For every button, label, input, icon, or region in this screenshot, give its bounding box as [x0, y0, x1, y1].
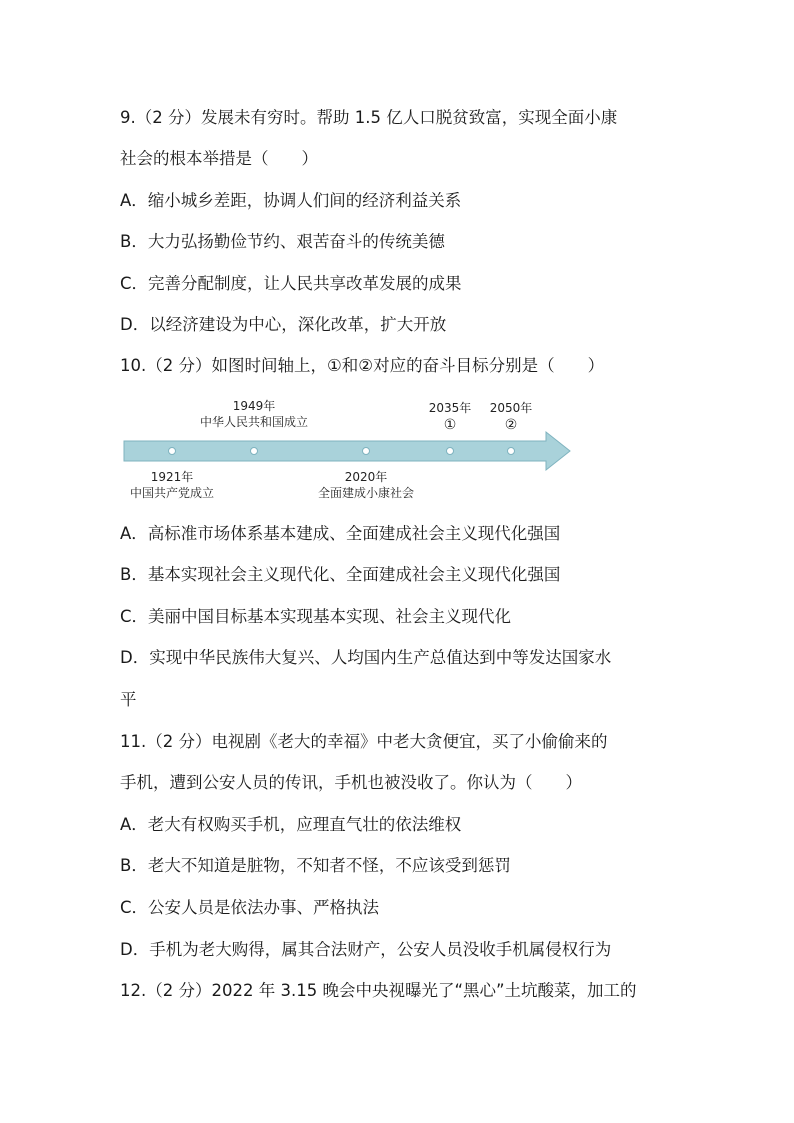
- q11-option-c: C．公安人员是依法办事、严格执法: [120, 898, 380, 917]
- q11-option-d: D．手机为老大购得，属其合法财产，公安人员没收手机属侵权行为: [120, 940, 612, 959]
- q11-stem-line2: 手机，遭到公安人员的传讯，手机也被没收了。你认为（ ）: [120, 773, 582, 792]
- q10-option-d: D．实现中华民族伟大复兴、人均国内生产总值达到中等发达国家水: [120, 648, 612, 667]
- q10-option-c: C．美丽中国目标基本实现基本实现、社会主义现代化: [120, 607, 512, 626]
- q10-option-a: A．高标准市场体系基本建成、全面建成社会主义现代化强国: [120, 524, 561, 543]
- q9-option-c: C．完善分配制度，让人民共享改革发展的成果: [120, 274, 462, 293]
- timeline-dot-2020: [363, 448, 370, 455]
- timeline-label-1921-event: 中国共产党成立: [129, 486, 215, 500]
- q12-stem-line1: 12.（2 分）2022 年 3.15 晚会中央视曝光了“黑心”土坑酸菜，加工的: [120, 981, 637, 1000]
- timeline-label-1921-year: 1921年: [150, 470, 194, 484]
- q9-option-b: B．大力弘扬勤俭节约、艰苦奋斗的传统美德: [120, 232, 445, 251]
- timeline-label-2050-marker: ②: [504, 417, 518, 433]
- q9-option-a: A．缩小城乡差距，协调人们间的经济利益关系: [120, 191, 462, 210]
- timeline-label-2020-year: 2020年: [344, 470, 388, 484]
- timeline-label-2050-year: 2050年: [489, 401, 533, 415]
- timeline-dot-2035: [447, 448, 454, 455]
- q11-option-b: B．老大不知道是脏物，不知者不怪，不应该受到惩罚: [120, 856, 511, 875]
- timeline-label-2020-event: 全面建成小康社会: [317, 486, 415, 500]
- q9-stem-line2: 社会的根本举措是（ ）: [120, 149, 318, 168]
- timeline-label-1949-event: 中华人民共和国成立: [199, 415, 309, 429]
- timeline-figure: [118, 395, 578, 507]
- q11-option-a: A．老大有权购买手机，应理直气壮的依法维权: [120, 815, 462, 834]
- timeline-label-2035-marker: ①: [443, 417, 457, 433]
- q9-option-d: D．以经济建设为中心，深化改革，扩大开放: [120, 315, 447, 334]
- q10-option-d-cont: 平: [120, 690, 137, 709]
- timeline-label-1949-year: 1949年: [232, 399, 276, 413]
- timeline-dot-1921: [169, 448, 176, 455]
- timeline-dot-1949: [251, 448, 258, 455]
- q10-option-b: B．基本实现社会主义现代化、全面建成社会主义现代化强国: [120, 565, 561, 584]
- q10-stem: 10.（2 分）如图时间轴上，①和②对应的奋斗目标分别是（ ）: [120, 356, 605, 375]
- q9-stem-line1: 9.（2 分）发展未有穷时。帮助 1.5 亿人口脱贫致富，实现全面小康: [120, 108, 618, 127]
- q11-stem-line1: 11.（2 分）电视剧《老大的幸福》中老大贪便宜，买了小偷偷来的: [120, 732, 608, 751]
- timeline-dot-2050: [508, 448, 515, 455]
- timeline-label-2035-year: 2035年: [428, 401, 472, 415]
